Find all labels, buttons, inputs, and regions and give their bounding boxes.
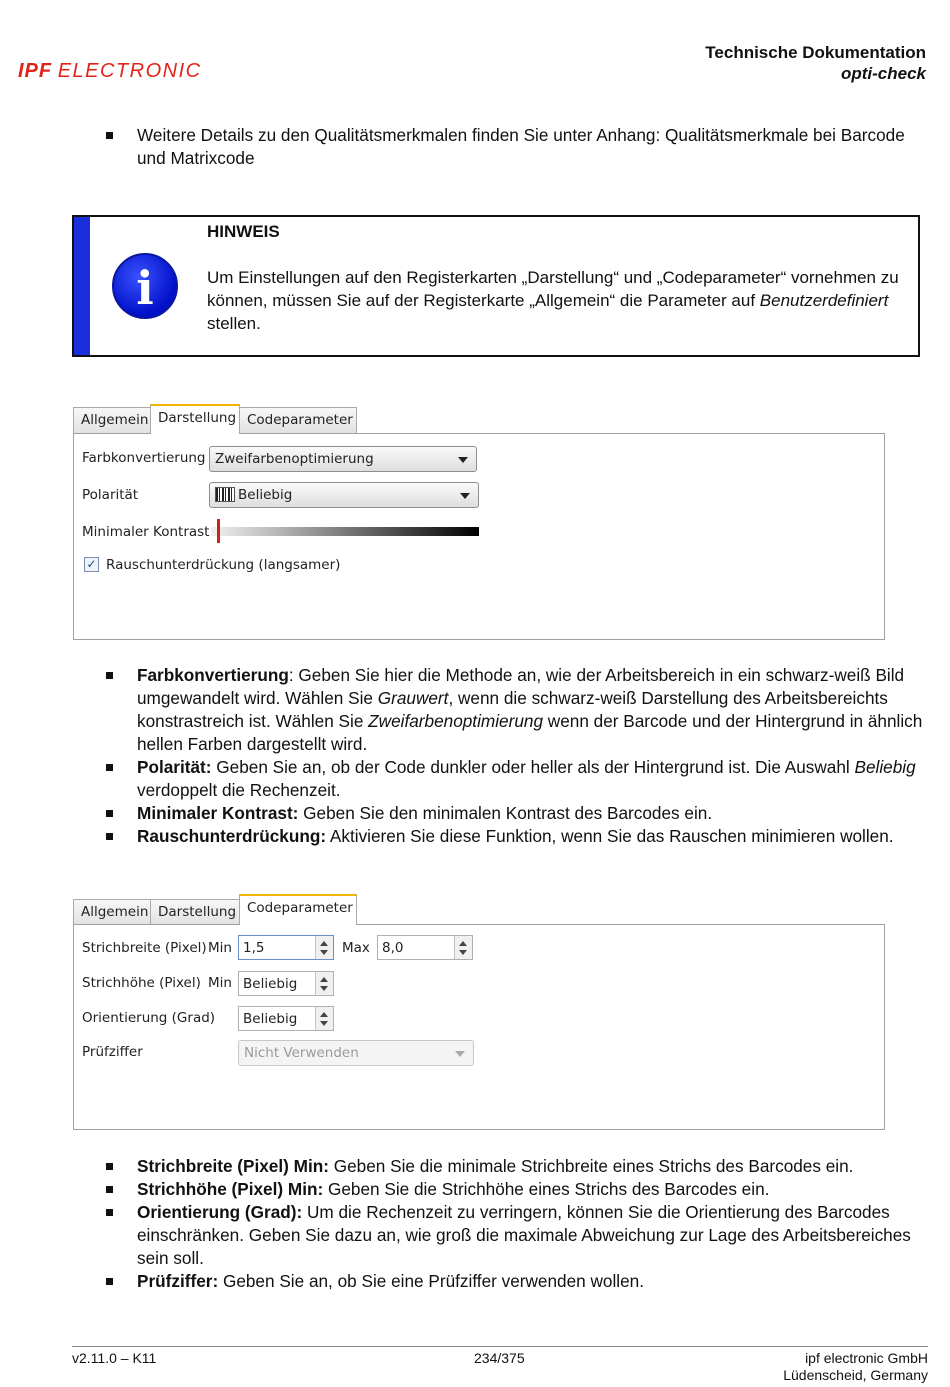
pruefziffer-dropdown[interactable]: Nicht Verwenden bbox=[238, 1040, 474, 1066]
list-item: Minimaler Kontrast: Geben Sie den minimalen Kontrast des Barcodes ein. bbox=[0, 802, 950, 825]
kontrast-label: Minimaler Kontrast bbox=[82, 524, 210, 540]
orientierung-label: Orientierung (Grad) bbox=[82, 1010, 216, 1026]
bullet-icon bbox=[106, 833, 113, 840]
strichbreite-min-stepper[interactable]: 1,5 bbox=[238, 935, 334, 960]
list-item: Farbkonvertierung: Geben Sie hier die Methode an, wie der Arbeitsbereich in ein schwarz-weiß Bild umgewandelt wird. Wählen Sie Grauwert, wenn die schwarz-weiß Darstellung des Arbeitsbereichts konstrastreich ist. Wählen Sie Zweifarbenoptimierung wenn der Barcode und der Hintergrund in ähnlich hellen Farben dargestellt wird. bbox=[0, 664, 950, 756]
tab-codeparameter[interactable]: Codeparameter bbox=[239, 894, 357, 925]
rausch-label: Rauschunterdrückung (langsamer) bbox=[106, 557, 341, 573]
list-item: Polarität: Geben Sie an, ob der Code dunkler oder heller als der Hintergrund ist. Die Auswahl Beliebig verdoppelt die Rechenzeit. bbox=[0, 756, 950, 802]
strichbreite-label: Strichbreite (Pixel) bbox=[82, 940, 207, 956]
tab-codeparameter[interactable]: Codeparameter bbox=[239, 407, 357, 433]
min-label: Min bbox=[208, 940, 232, 956]
tab-darstellung[interactable]: Darstellung bbox=[150, 404, 240, 434]
list-item: Strichhöhe (Pixel) Min: Geben Sie die Strichhöhe eines Strichs des Barcodes ein. bbox=[0, 1178, 950, 1201]
info-icon: i bbox=[112, 253, 178, 319]
bullet-icon bbox=[106, 1278, 113, 1285]
stepper-buttons[interactable] bbox=[315, 1007, 333, 1030]
kontrast-slider[interactable] bbox=[211, 522, 479, 542]
tab-allgemein[interactable]: Allgemein bbox=[73, 899, 151, 925]
intro-text: Weitere Details zu den Qualitätsmerkmalen finden Sie unter Anhang: Qualitätsmerkmale bei Barcode und Matrixcode bbox=[137, 125, 905, 168]
stepper-buttons[interactable] bbox=[315, 936, 333, 959]
rausch-checkbox[interactable]: ✓ bbox=[84, 557, 99, 572]
tab-darstellung[interactable]: Darstellung bbox=[150, 899, 240, 925]
logo-ipf: IPF bbox=[18, 60, 53, 82]
list-item: Strichbreite (Pixel) Min: Geben Sie die minimale Strichbreite eines Strichs des Barcodes ein. bbox=[0, 1155, 950, 1178]
orientierung-stepper[interactable]: Beliebig bbox=[238, 1006, 334, 1031]
doc-subtitle: opti-check bbox=[840, 64, 926, 83]
company-logo bbox=[18, 60, 202, 83]
list-item: Rauschunterdrückung: Aktivieren Sie diese Funktion, wenn Sie das Rauschen minimieren wollen. bbox=[0, 825, 950, 848]
pruefziffer-label: Prüfziffer bbox=[82, 1044, 143, 1060]
max-label: Max bbox=[342, 940, 370, 956]
bullet-icon bbox=[106, 810, 113, 817]
tab-allgemein[interactable]: Allgemein bbox=[73, 407, 151, 433]
bullet-icon bbox=[106, 764, 113, 771]
hinweis-box bbox=[72, 215, 920, 357]
stepper-buttons[interactable] bbox=[454, 936, 472, 959]
footer-version: v2.11.0 – K11 bbox=[72, 1350, 157, 1366]
bullet-icon bbox=[106, 132, 113, 139]
bullet-icon bbox=[106, 1209, 113, 1216]
slider-handle[interactable] bbox=[217, 519, 220, 543]
codeparameter-list bbox=[0, 1155, 950, 1293]
doc-title: Technische Dokumentation bbox=[705, 43, 926, 62]
bullet-icon bbox=[106, 672, 113, 679]
farbkonvertierung-label: Farbkonvertierung bbox=[82, 450, 206, 466]
bullet-icon bbox=[106, 1163, 113, 1170]
tab-bar bbox=[73, 894, 363, 924]
logo-electronic: ELECTRONIC bbox=[57, 60, 202, 82]
polaritaet-label: Polarität bbox=[82, 487, 139, 503]
bullet-icon bbox=[106, 1186, 113, 1193]
barcode-icon bbox=[215, 487, 235, 502]
min-label: Min bbox=[208, 975, 232, 991]
list-item: Orientierung (Grad): Um die Rechenzeit zu verringern, können Sie die Orientierung des Barcodes einschränken. Geben Sie dazu an, wie groß die maximale Abweichung zur Lage des Arbeitsbereiches sein soll. bbox=[0, 1201, 950, 1270]
chevron-down-icon bbox=[455, 1051, 465, 1057]
settings-panel bbox=[73, 924, 885, 1130]
darstellung-list bbox=[0, 664, 950, 848]
chevron-down-icon bbox=[460, 493, 470, 499]
chevron-down-icon bbox=[458, 457, 468, 463]
strichhoehe-min-stepper[interactable]: Beliebig bbox=[238, 971, 334, 996]
slider-track bbox=[211, 527, 479, 536]
tab-bar bbox=[73, 404, 363, 434]
settings-panel bbox=[73, 433, 885, 640]
note-accent-bar bbox=[74, 217, 90, 355]
footer-page-number: 234/375 bbox=[474, 1350, 525, 1366]
intro-list bbox=[0, 124, 950, 170]
footer-divider bbox=[72, 1346, 928, 1347]
stepper-buttons[interactable] bbox=[315, 972, 333, 995]
farbkonvertierung-dropdown[interactable]: Zweifarbenoptimierung bbox=[209, 446, 477, 472]
polaritaet-dropdown[interactable]: Beliebig bbox=[209, 482, 479, 508]
strichbreite-max-stepper[interactable]: 8,0 bbox=[377, 935, 473, 960]
note-text: Um Einstellungen auf den Registerkarten „Darstellung“ und „Codeparameter“ vornehmen zu können, müssen Sie auf der Registerkarte „Allgemein“ die Parameter auf Benutzerdefiniert stellen. bbox=[207, 268, 899, 333]
footer-company: ipf electronic GmbH bbox=[805, 1350, 928, 1366]
footer-location: Lüdenscheid, Germany bbox=[783, 1367, 928, 1383]
strichhoehe-label: Strichhöhe (Pixel) bbox=[82, 975, 201, 991]
list-item: Prüfziffer: Geben Sie an, ob Sie eine Prüfziffer verwenden wollen. bbox=[0, 1270, 950, 1293]
list-item bbox=[0, 124, 950, 170]
note-title: HINWEIS bbox=[207, 222, 280, 241]
